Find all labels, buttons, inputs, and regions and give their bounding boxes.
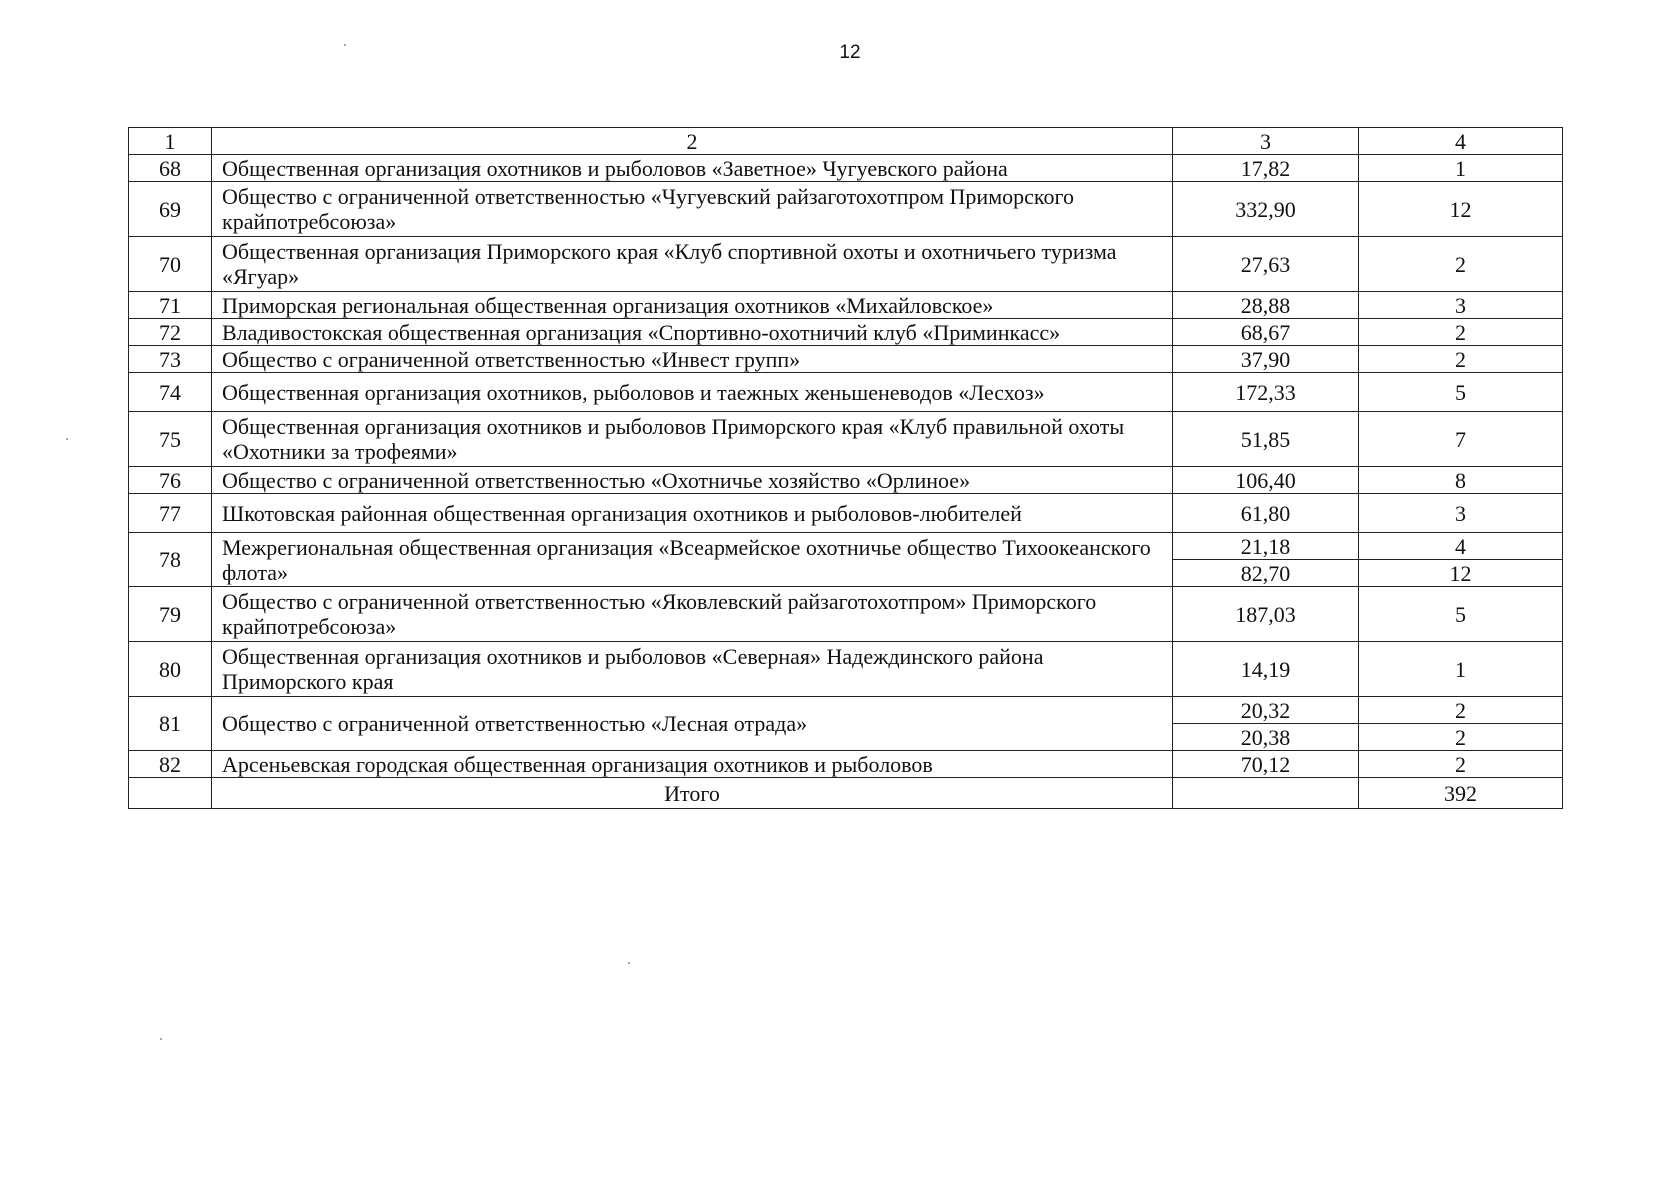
area-value: 187,03: [1173, 587, 1359, 642]
total-empty-cell: [129, 778, 212, 809]
row-number: 80: [129, 642, 212, 697]
count-value: 2: [1359, 751, 1563, 778]
table-row: [129, 533, 1563, 560]
count-value: 5: [1359, 587, 1563, 642]
count-value: 2: [1359, 319, 1563, 346]
count-value: 2: [1359, 724, 1563, 751]
count-value: 7: [1359, 412, 1563, 467]
row-number: 72: [129, 319, 212, 346]
organization-name: Общественная организация Приморского края «Клуб спортивной охоты и охотничьего туризма «Ягуар»: [212, 237, 1173, 292]
organization-name: Общественная организация охотников и рыболовов Приморского края «Клуб правильной охоты «Охотники за трофеями»: [212, 412, 1173, 467]
total-area: [1173, 778, 1359, 809]
header-cell-4: 4: [1359, 128, 1563, 155]
count-value: 3: [1359, 494, 1563, 533]
area-value: 332,90: [1173, 182, 1359, 237]
organization-name: Общественная организация охотников и рыболовов «Северная» Надеждинского района Приморского края: [212, 642, 1173, 697]
organization-name: Приморская региональная общественная организация охотников «Михайловское»: [212, 292, 1173, 319]
row-number: 82: [129, 751, 212, 778]
table-row: [129, 346, 1563, 373]
row-number: 69: [129, 182, 212, 237]
scan-speck: [628, 962, 630, 964]
organization-name: Общество с ограниченной ответственностью «Инвест групп»: [212, 346, 1173, 373]
area-value: 21,18: [1173, 533, 1359, 560]
count-value: 12: [1359, 560, 1563, 587]
scan-speck: [66, 438, 68, 440]
organization-name: Арсеньевская городская общественная организация охотников и рыболовов: [212, 751, 1173, 778]
header-cell-3: 3: [1173, 128, 1359, 155]
area-value: 14,19: [1173, 642, 1359, 697]
organization-name: Общественная организация охотников и рыболовов «Заветное» Чугуевского района: [212, 155, 1173, 182]
count-value: 4: [1359, 533, 1563, 560]
area-value: 68,67: [1173, 319, 1359, 346]
table-row: [129, 319, 1563, 346]
area-value: 17,82: [1173, 155, 1359, 182]
organization-name: Общество с ограниченной ответственностью «Охотничье хозяйство «Орлиное»: [212, 467, 1173, 494]
row-number: 76: [129, 467, 212, 494]
row-number: 79: [129, 587, 212, 642]
count-value: 1: [1359, 642, 1563, 697]
area-value: 61,80: [1173, 494, 1359, 533]
page-number: 12: [839, 42, 861, 63]
organization-name: Общество с ограниченной ответственностью «Чугуевский райзаготохотпром Приморского крайпотребсоюза»: [212, 182, 1173, 237]
organization-name: Шкотовская районная общественная организация охотников и рыболовов-любителей: [212, 494, 1173, 533]
organization-name: Общественная организация охотников, рыболовов и таежных женьшеневодов «Лесхоз»: [212, 373, 1173, 412]
count-value: 2: [1359, 697, 1563, 724]
table-row: [129, 697, 1563, 724]
total-count: 392: [1359, 778, 1563, 809]
row-number: 70: [129, 237, 212, 292]
total-label: Итого: [212, 778, 1173, 809]
area-value: 27,63: [1173, 237, 1359, 292]
row-number: 73: [129, 346, 212, 373]
area-value: 20,38: [1173, 724, 1359, 751]
organization-name: Владивостокская общественная организация «Спортивно-охотничий клуб «Приминкасс»: [212, 319, 1173, 346]
area-value: 106,40: [1173, 467, 1359, 494]
area-value: 51,85: [1173, 412, 1359, 467]
header-row: [129, 128, 1563, 155]
table-row: [129, 751, 1563, 778]
area-value: 82,70: [1173, 560, 1359, 587]
row-number: 71: [129, 292, 212, 319]
organization-name: Общество с ограниченной ответственностью «Лесная отрада»: [212, 697, 1173, 751]
area-value: 28,88: [1173, 292, 1359, 319]
area-value: 70,12: [1173, 751, 1359, 778]
count-value: 12: [1359, 182, 1563, 237]
scan-speck: [344, 44, 346, 46]
count-value: 5: [1359, 373, 1563, 412]
count-value: 2: [1359, 237, 1563, 292]
table-row: [129, 412, 1563, 467]
scan-speck: [160, 1038, 162, 1040]
row-number: 81: [129, 697, 212, 751]
count-value: 2: [1359, 346, 1563, 373]
organization-name: Общество с ограниченной ответственностью «Яковлевский райзаготохотпром» Приморского крайпотребсоюза»: [212, 587, 1173, 642]
registry-table: [128, 127, 1563, 809]
organization-name: Межрегиональная общественная организация «Всеармейское охотничье общество Тихоокеанского флота»: [212, 533, 1173, 587]
table-row: [129, 182, 1563, 237]
table-row: [129, 155, 1563, 182]
row-number: 68: [129, 155, 212, 182]
table-row: [129, 467, 1563, 494]
header-cell-2: 2: [212, 128, 1173, 155]
table-row: [129, 642, 1563, 697]
count-value: 8: [1359, 467, 1563, 494]
area-value: 20,32: [1173, 697, 1359, 724]
header-cell-1: 1: [129, 128, 212, 155]
row-number: 74: [129, 373, 212, 412]
row-number: 77: [129, 494, 212, 533]
table-row: [129, 292, 1563, 319]
count-value: 3: [1359, 292, 1563, 319]
row-number: 78: [129, 533, 212, 587]
table-row: [129, 373, 1563, 412]
table-row: [129, 587, 1563, 642]
total-row: [129, 778, 1563, 809]
table-row: [129, 494, 1563, 533]
area-value: 37,90: [1173, 346, 1359, 373]
area-value: 172,33: [1173, 373, 1359, 412]
table-row: [129, 237, 1563, 292]
row-number: 75: [129, 412, 212, 467]
count-value: 1: [1359, 155, 1563, 182]
